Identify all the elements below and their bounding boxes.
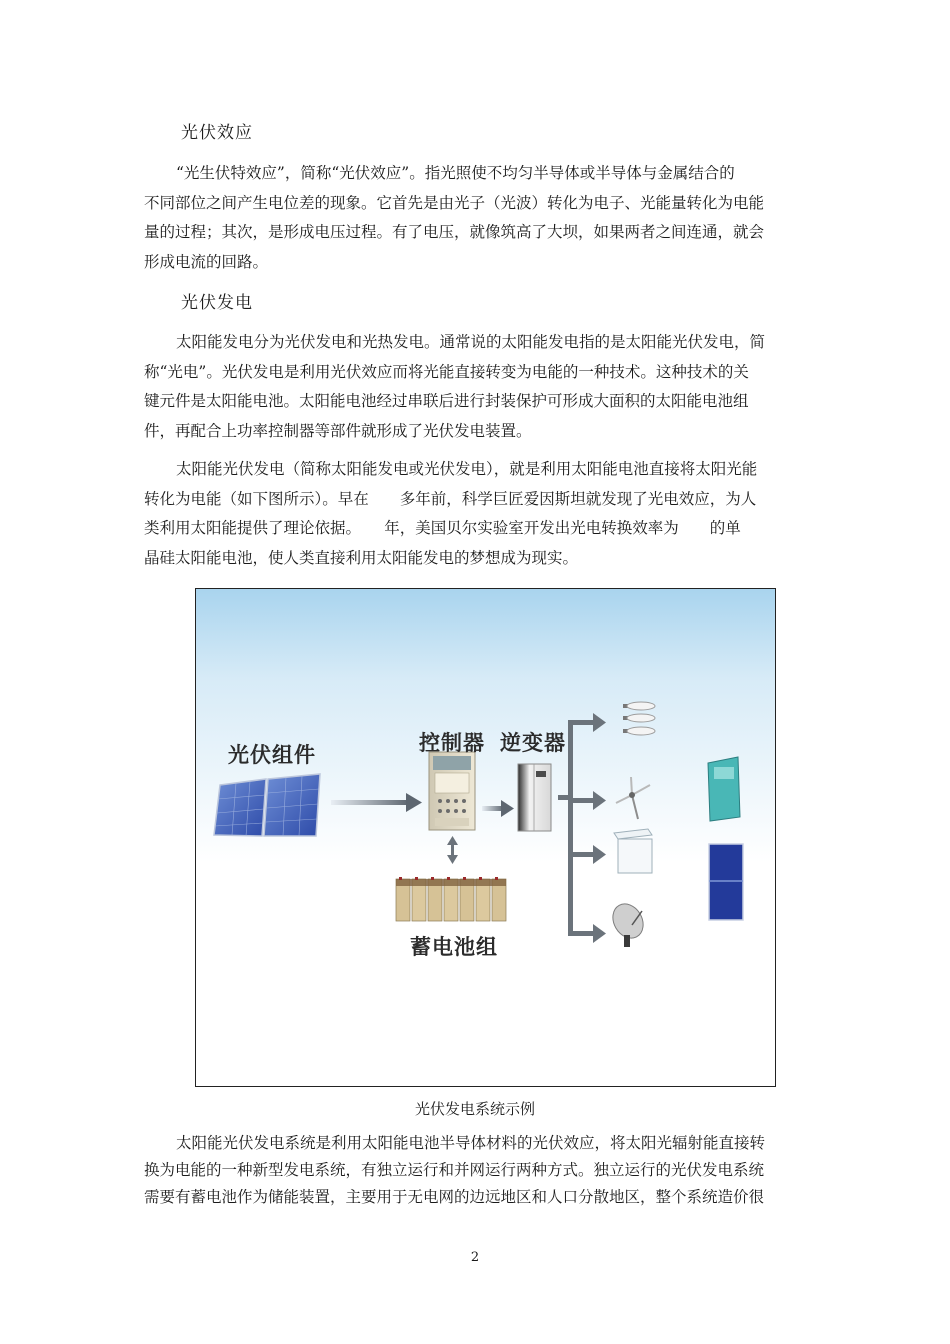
freezer-icon [614,829,652,873]
label-controller: 控制器 [419,731,485,755]
pv-system-figure [195,588,776,1087]
paragraph-line: 件，再配合上功率控制器等部件就形成了光伏发电装置。 [144,421,532,440]
paragraph-generation-intro [144,328,806,446]
battery-bank-icon [396,877,506,921]
bidirectional-arrow-icon [447,836,458,864]
paragraph-line: 形成电流的回路。 [144,252,269,271]
paragraph-line: 不同部位之间产生电位差的现象。它首先是由光子（光波）转化为电子、光能量转化为电能 [144,193,765,212]
page-number: 2 [470,1250,480,1265]
paragraph-system-overview [144,1130,806,1211]
heading-photovoltaic-effect: 光伏效应 [181,123,253,143]
solar-module-icon [709,844,743,920]
paragraph-line: “光生伏特效应”，简称“光伏效应”。指光照使不均匀半导体或半导体与金属结合的 [176,164,735,182]
paragraph-photovoltaic-effect [144,159,806,277]
paragraph-line: 太阳能光伏发电（简称太阳能发电或光伏发电），就是利用太阳能电池直接将太阳光能 [176,460,758,478]
controller-cabinet-icon [429,752,475,830]
storage-unit-icon [708,757,740,821]
satellite-dish-icon [607,898,649,947]
paragraph-line: 类利用太阳能提供了理论依据。 年，美国贝尔实验室开发出光电转换效率为 的单 [144,519,741,537]
heading-photovoltaic-generation: 光伏发电 [181,293,253,313]
paragraph-line: 太阳能发电分为光伏发电和光热发电。通常说的太阳能发电指的是太阳能光伏发电，简 [176,333,766,351]
paragraph-line: 晶硅太阳能电池，使人类直接利用太阳能发电的梦想成为现实。 [144,548,579,567]
light-bulb-icon [623,702,655,735]
paragraph-line: 太阳能光伏发电系统是利用太阳能电池半导体材料的光伏效应，将太阳光辐射能直接转 [176,1134,766,1152]
arrow-icon [331,793,422,812]
label-battery-bank: 蓄电池组 [410,935,498,959]
pv-system-diagram [196,589,776,1087]
paragraph-line: 量的过程；其次，是形成电压过程。有了电压，就像筑高了大坝，如果两者之间连通，就会 [144,223,765,241]
solar-panel-icon [214,774,320,836]
inverter-cabinet-icon [518,764,551,831]
figure-caption: 光伏发电系统示例 [414,1100,535,1118]
paragraph-line: 称“光电”。光伏发电是利用光伏效应而将光能直接转变为电能的一种技术。这种技术的关 [144,362,749,381]
paragraph-line: 键元件是太阳能电池。太阳能电池经过串联后进行封装保护可形成大面积的太阳能电池组 [144,392,749,410]
label-inverter: 逆变器 [500,731,566,755]
paragraph-generation-history [144,455,806,573]
wind-turbine-icon [616,777,650,819]
paragraph-line: 需要有蓄电池作为储能装置，主要用于无电网的边远地区和人口分散地区，整个系统造价很 [144,1188,765,1206]
paragraph-line: 换为电能的一种新型发电系统，有独立运行和并网运行两种方式。独立运行的光伏发电系统 [144,1161,765,1179]
paragraph-line: 转化为电能（如下图所示）。早在 多年前，科学巨匠爱因斯坦就发现了光电效应，为人 [144,489,757,508]
label-pv-module: 光伏组件 [228,743,316,767]
arrow-icon [482,800,514,817]
